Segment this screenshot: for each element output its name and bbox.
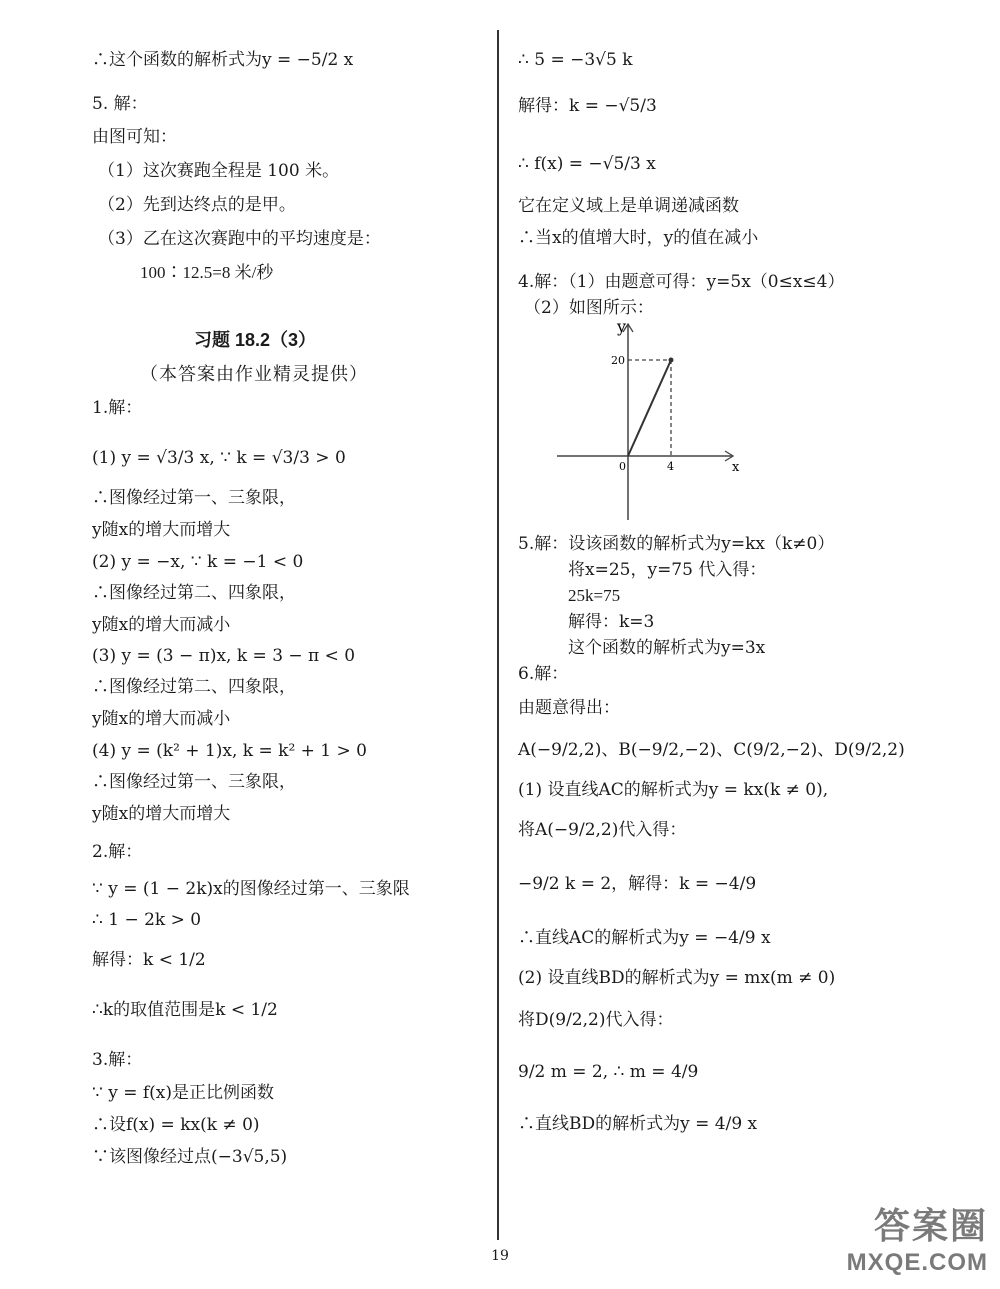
section-note: （本答案由作业精灵提供） — [140, 364, 368, 385]
function-segment — [628, 360, 671, 456]
solution-line: 解得：k=3 — [568, 612, 655, 632]
question-heading: 6.解： — [518, 664, 569, 684]
solution-line: 它在定义域上是单调递减函数 — [518, 196, 739, 216]
solution-line: (2) 设直线BD的解析式为y = mx(m ≠ 0) — [518, 968, 836, 988]
solution-line: (1) 设直线AC的解析式为y = kx(k ≠ 0), — [518, 780, 829, 800]
solution-line: y随x的增大而减小 — [92, 709, 231, 729]
solution-line: ∴k的取值范围是k < 1/2 — [92, 1000, 278, 1020]
solution-line: y随x的增大而增大 — [92, 520, 231, 540]
solution-line: 25k=75 — [568, 586, 621, 605]
solution-line: ∴ f(x) = −√5/3 x — [518, 154, 656, 174]
watermark-logo: 答案圈 — [873, 1205, 988, 1246]
question-heading: 5. 解： — [92, 94, 148, 114]
solution-line: （2）先到达终点的是甲。 — [98, 195, 296, 215]
solution-line: (2) y = −x, ∵ k = −1 < 0 — [92, 552, 304, 572]
solution-line: ∵该图像经过点(−3√5,5) — [92, 1147, 288, 1167]
solution-line: ∵ y = f(x)是正比例函数 — [92, 1083, 275, 1103]
solution-line: 由题意得出： — [518, 698, 620, 718]
solution-line: ∴图像经过第二、四象限， — [92, 583, 296, 603]
solution-line: 将A(−9/2,2)代入得： — [518, 820, 687, 840]
solution-line: 由图可知： — [92, 127, 177, 147]
solution-line: 将x=25，y=75 代入得： — [568, 560, 767, 580]
solution-line: y随x的增大而增大 — [92, 804, 231, 824]
segment-endpoint — [669, 358, 674, 363]
solution-line: (1) y = √3/3 x, ∵ k = √3/3 > 0 — [92, 448, 346, 468]
solution-line: ∴图像经过第一、三象限， — [92, 772, 296, 792]
solution-line: A(−9/2,2)、B(−9/2,−2)、C(9/2,−2)、D(9/2,2) — [518, 740, 905, 760]
x-axis-label: x — [732, 460, 740, 475]
solution-line: ∴设f(x) = kx(k ≠ 0) — [92, 1115, 260, 1135]
x-tick-label: 4 — [667, 460, 674, 473]
solution-line: 将D(9/2,2)代入得： — [518, 1010, 674, 1030]
origin-label: 0 — [619, 460, 626, 473]
solution-line: ∴图像经过第二、四象限， — [92, 677, 296, 697]
solution-line: −9/2 k = 2，解得：k = −4/9 — [518, 874, 757, 894]
solution-line: ∴图像经过第一、三象限， — [92, 488, 296, 508]
solution-line: 9/2 m = 2, ∴ m = 4/9 — [518, 1062, 699, 1082]
solution-line: 4.解：（1）由题意可得：y=5x（0≤x≤4） — [518, 272, 845, 292]
solution-line: ∵ y = (1 − 2k)x的图像经过第一、三象限 — [92, 879, 410, 899]
solution-line: y随x的增大而减小 — [92, 615, 231, 635]
column-divider — [497, 30, 499, 1240]
solution-line: 解得：k < 1/2 — [92, 950, 206, 970]
solution-line: （1）这次赛跑全程是 100 米。 — [98, 161, 340, 181]
solution-line: 解得：k = −√5/3 — [518, 96, 657, 116]
solution-line: （3）乙在这次赛跑中的平均速度是： — [98, 229, 381, 249]
solution-line: ∴直线AC的解析式为y = −4/9 x — [518, 928, 771, 948]
solution-line: 5.解：设该函数的解析式为y=kx（k≠0） — [518, 534, 835, 554]
solution-line: （2）如图所示： — [524, 298, 654, 318]
y-tick-label: 20 — [611, 354, 625, 367]
question-heading: 1.解： — [92, 398, 143, 418]
question-heading: 2.解： — [92, 842, 143, 862]
solution-line: (3) y = (3 − π)x, k = 3 − π < 0 — [92, 646, 356, 666]
solution-line: ∴直线BD的解析式为y = 4/9 x — [518, 1114, 758, 1134]
watermark-url: MXQE.COM — [846, 1249, 988, 1276]
y-axis-label: y — [617, 318, 627, 336]
watermark — [847, 1198, 988, 1277]
solution-line: ∴ 1 − 2k > 0 — [92, 910, 202, 930]
solution-line: ∴这个函数的解析式为y = −5/2 x — [92, 50, 354, 70]
solution-line: ∴当x的值增大时，y的值在减小 — [518, 228, 759, 248]
question-heading: 3.解： — [92, 1050, 143, 1070]
solution-line: (4) y = (k² + 1)x, k = k² + 1 > 0 — [92, 741, 367, 761]
solution-line: 100∶12.5=8 米/秒 — [140, 263, 274, 282]
solution-line: ∴ 5 = −3√5 k — [518, 50, 633, 70]
solution-line: 这个函数的解析式为y=3x — [568, 638, 766, 658]
section-title: 习题 18.2（3） — [194, 330, 317, 350]
function-graph — [555, 318, 745, 523]
page-number: 19 — [491, 1248, 509, 1264]
